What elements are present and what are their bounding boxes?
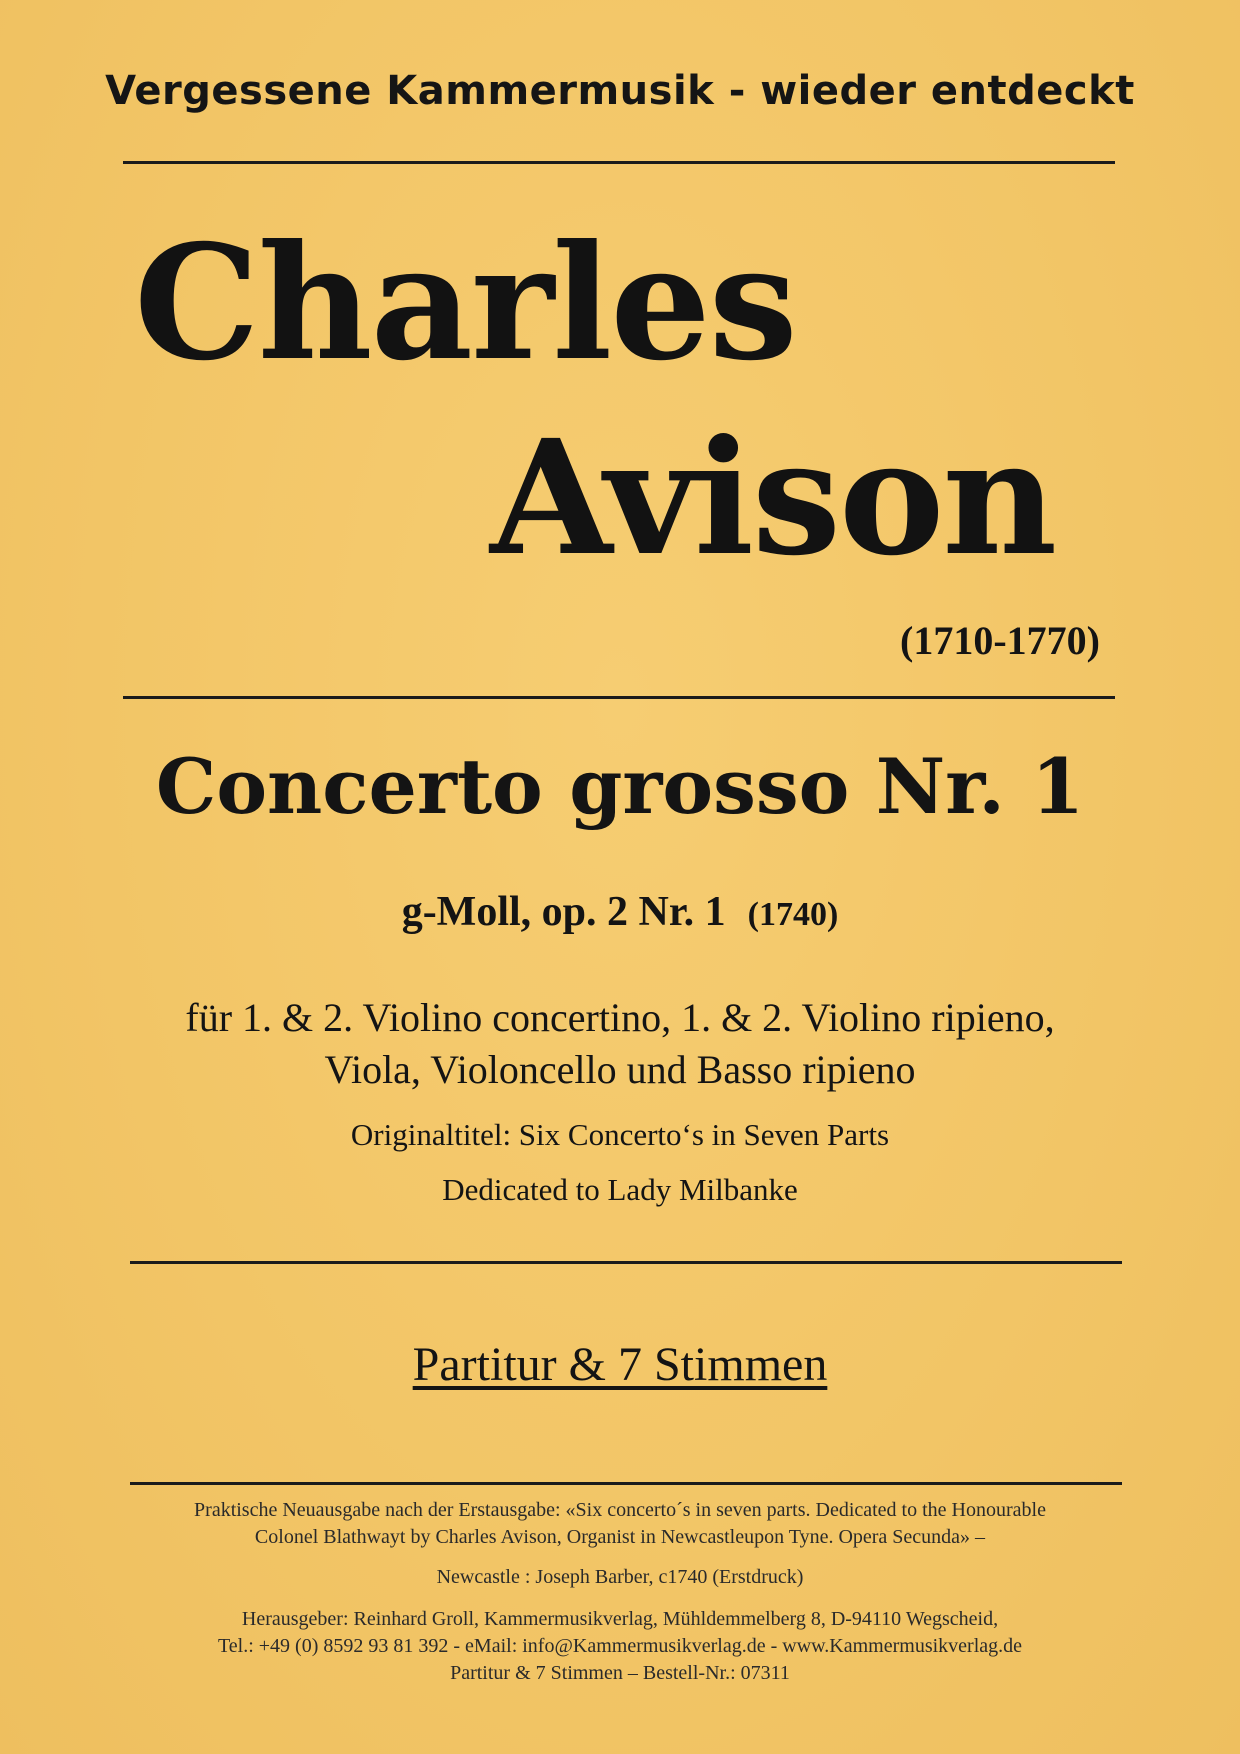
work-title: Concerto grosso Nr. 1 [155,742,1085,831]
original-title: Originaltitel: Six Concerto‘s in Seven Parts [350,1117,890,1152]
publisher-info [0,1606,1240,1687]
instrumentation-line: Viola, Violoncello und Basso ripieno [324,1047,916,1092]
divider-rule [123,161,1115,164]
source-line: Colonel Blathwayt by Charles Avison, Organist in Newcastleupon Tyne. Opera Secunda» – [254,1526,986,1548]
edition-label: Partitur & 7 Stimmen [412,1338,828,1391]
work-year: (1740) [747,896,839,933]
source-line: Praktische Neuausgabe nach der Erstausgabe: «Six concerto´s in seven parts. Dedicated to the Honourable [194,1499,1046,1521]
publisher-line: Tel.: +49 (0) 8592 93 81 392 - eMail: info@Kammermusikverlag.de - www.Kammermusikverlag.de [217,1635,1023,1657]
work-key-opus [0,888,1240,936]
publisher-line: Herausgeber: Reinhard Groll, Kammermusikverlag, Mühldemmelberg 8, D-94110 Wegscheid, [241,1608,999,1630]
first-print-note: Newcastle : Joseph Barber, c1740 (Erstdruck) [436,1566,804,1588]
instrumentation [0,992,1240,1096]
divider-rule [130,1482,1122,1485]
composer-first-name: Charles [134,211,796,396]
source-note [0,1497,1240,1551]
composer-dates: (1710-1770) [900,618,1100,663]
series-title: Vergessene Kammermusik - wieder entdeckt [105,68,1135,114]
dedication: Dedicated to Lady Milbanke [442,1172,798,1207]
composer-last-name: Avison [490,406,1056,591]
key-opus-text: g-Moll, op. 2 Nr. 1 [401,889,726,935]
instrumentation-line: für 1. & 2. Violino concertino, 1. & 2. Violino ripieno, [185,995,1055,1040]
divider-rule [123,696,1115,699]
divider-rule [130,1261,1122,1264]
order-number: Partitur & 7 Stimmen – Bestell-Nr.: 07311 [450,1662,790,1684]
